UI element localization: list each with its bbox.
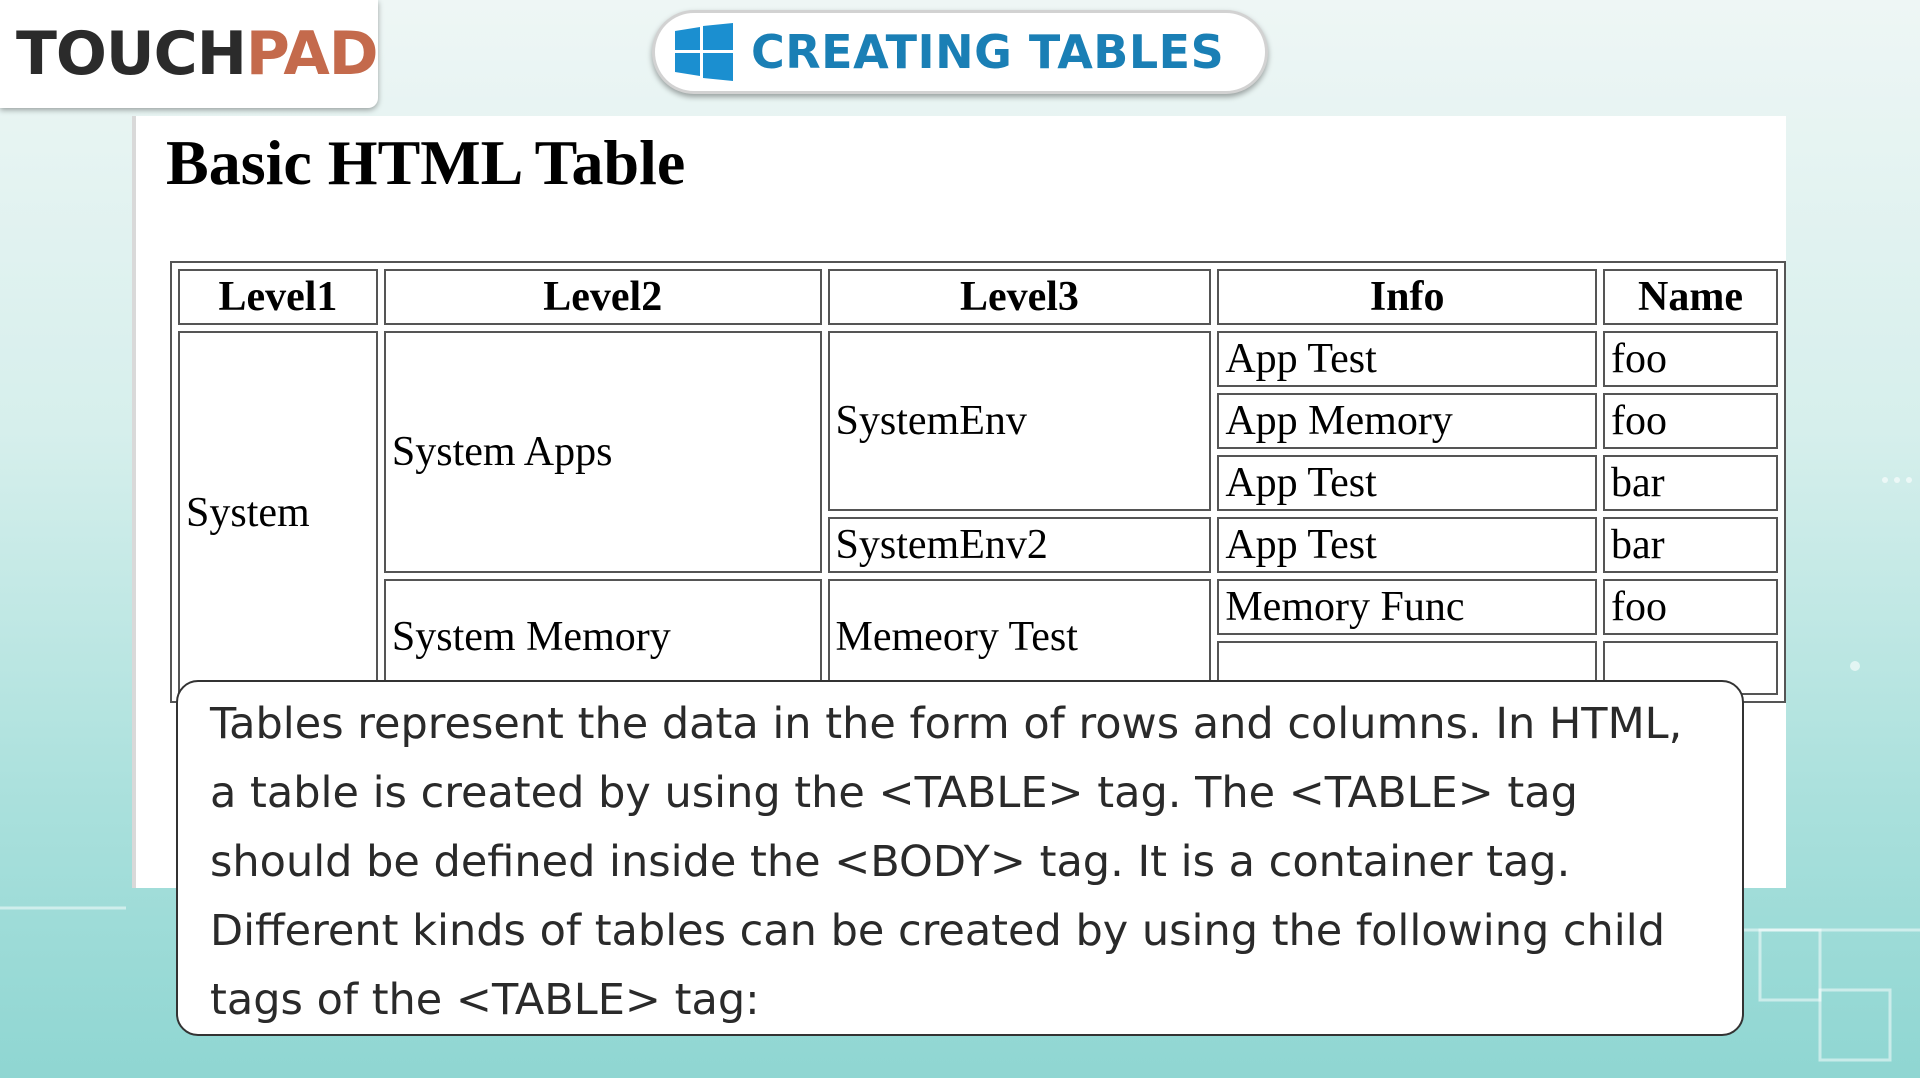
title-banner <box>652 10 1268 94</box>
touchpad-logo <box>0 0 378 108</box>
table-cell: bar <box>1603 455 1778 511</box>
column-header: Level2 <box>384 269 822 325</box>
caption-line: should be defined inside the <BODY> tag. It is a container tag. <box>210 837 1571 887</box>
logo-text-pad: PAD <box>245 19 378 89</box>
column-header: Level1 <box>178 269 378 325</box>
column-header: Info <box>1217 269 1597 325</box>
table-cell: App Test <box>1217 331 1597 387</box>
table-cell: Memeory Test <box>828 579 1212 695</box>
page-title: CREATING TABLES <box>751 25 1225 79</box>
table-cell: bar <box>1603 517 1778 573</box>
column-header: Level3 <box>828 269 1212 325</box>
caption-line: tags of the <TABLE> tag: <box>210 975 760 1025</box>
table-header-row <box>178 269 1778 325</box>
screenshot-heading: Basic HTML Table <box>166 127 686 198</box>
table-cell: foo <box>1603 331 1778 387</box>
column-header: Name <box>1603 269 1778 325</box>
table-cell: Memory Func <box>1217 579 1597 635</box>
table-cell: App Test <box>1217 517 1597 573</box>
table-row <box>178 331 1778 387</box>
table-cell: App Memory <box>1217 393 1597 449</box>
table-cell: System Apps <box>384 331 822 573</box>
nested-html-table <box>170 261 1786 703</box>
table-cell: System Memory <box>384 579 822 695</box>
table-cell: SystemEnv <box>828 331 1212 511</box>
caption-line: a table is created by using the <TABLE> tag. The <TABLE> tag <box>210 768 1578 818</box>
table-cell: System <box>178 331 378 695</box>
table-cell: App Test <box>1217 455 1597 511</box>
table-cell: SystemEnv2 <box>828 517 1212 573</box>
windows-logo-icon <box>675 23 733 81</box>
table-row <box>178 579 1778 635</box>
caption-line: Different kinds of tables can be created by using the following child <box>210 906 1665 956</box>
caption-line: Tables represent the data in the form of rows and columns. In HTML, <box>210 699 1683 749</box>
table-cell: foo <box>1603 393 1778 449</box>
table-cell: foo <box>1603 579 1778 635</box>
caption-box <box>176 680 1744 1036</box>
logo-text-touch: TOUCH <box>16 19 246 89</box>
